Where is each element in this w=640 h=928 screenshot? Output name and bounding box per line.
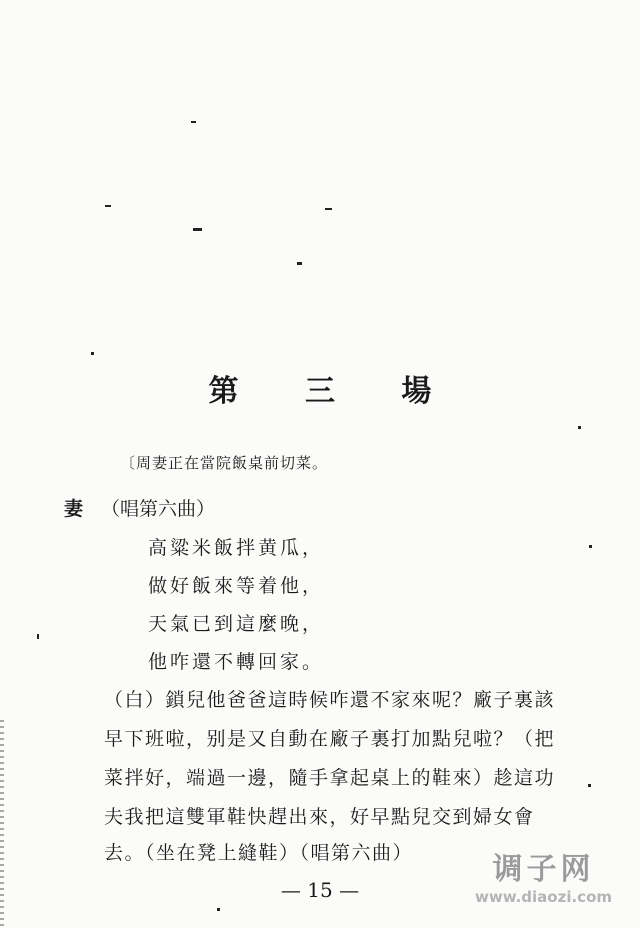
speaker-name: 妻 [64, 498, 84, 520]
stage-direction: 〔周妻正在當院飯桌前切菜。 [120, 454, 329, 472]
watermark [475, 852, 612, 906]
print-speck [193, 228, 202, 231]
prose-line: 去。（坐在凳上縫鞋）（唱第六曲） [104, 842, 414, 864]
prose-line: 早下班啦，别是又自動在廠子裏打加點兒啦？（把 [104, 728, 556, 750]
prose-line: （白）鎖兒他爸爸這時候咋還不家來呢？廠子裏該 [104, 689, 556, 711]
print-speck [217, 908, 220, 911]
verse-line: 高粱米飯拌黄瓜， [148, 537, 325, 559]
speaker-cue: （唱第六曲） [101, 498, 216, 520]
print-speck [589, 545, 592, 548]
prose-line: 菜拌好，端過一邊，隨手拿起桌上的鞋來）趁這功 [104, 767, 556, 789]
scene-title: 第 三 場 [208, 374, 460, 409]
print-speck [297, 262, 302, 265]
verse-line: 做好飯來等着他， [148, 575, 325, 597]
prose-line: 夫我把這雙軍鞋快趕出來，好早點兒交到婦女會 [104, 806, 535, 828]
print-speck [588, 784, 591, 787]
print-speck [191, 121, 196, 123]
print-speck [105, 205, 111, 207]
print-speck [91, 352, 94, 355]
speaker-line [64, 494, 215, 521]
verse-line: 天氣已到這麼晚， [148, 613, 325, 635]
print-speck [325, 208, 332, 210]
print-speck [578, 426, 581, 429]
watermark-title: 调子网 [492, 852, 595, 887]
watermark-url: www.diaozi.com [474, 888, 612, 906]
verse-line: 他咋還不轉回家。 [148, 651, 325, 673]
print-speck [37, 634, 39, 639]
page-number: — 15 — [280, 878, 360, 902]
